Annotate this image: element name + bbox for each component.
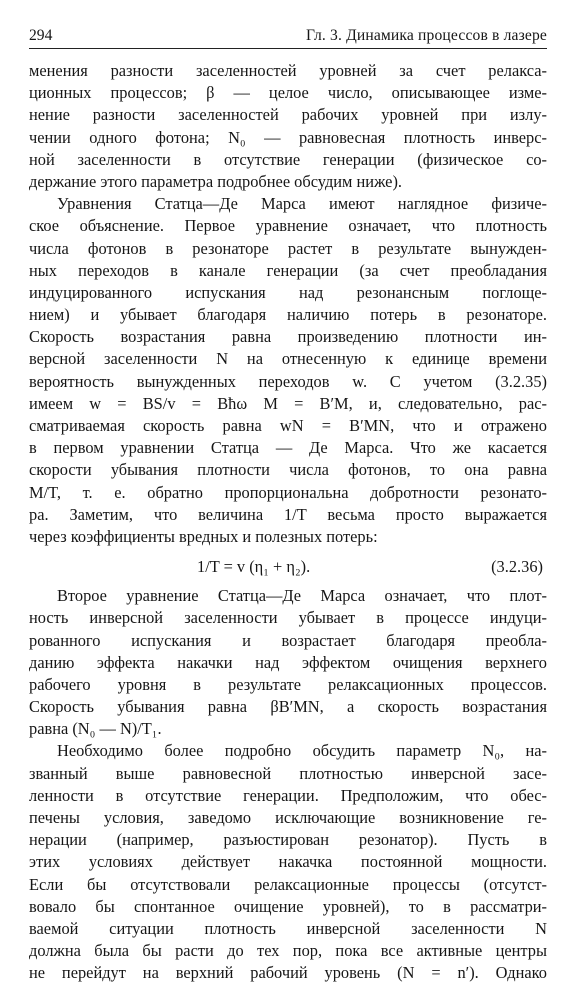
text-line: вероятность вынужденных переходов w. С учетом (3.2.35) xyxy=(29,371,547,391)
page-number: 294 xyxy=(29,27,53,44)
text-line: нием) и убывает благодаря наличию потерь в резонаторе. xyxy=(29,305,547,325)
page-header xyxy=(29,26,547,46)
text-line: через коэффициенты вредных и полезных потерь: xyxy=(29,526,378,546)
text-line: Второе уравнение Статца—Де Марса означает, что плот- xyxy=(57,586,547,606)
text-line: этих условиях действует накачка постоянной мощности. xyxy=(29,852,547,872)
text-line: имеем w = BS/v = Bħω M = B′M, и, следовательно, рас- xyxy=(29,393,547,413)
text-line: званный выше равновесной плотностью инверсной засе- xyxy=(29,763,547,783)
text-line: скорости убывания плотности числа фотонов, то она равна xyxy=(29,460,547,480)
body-text xyxy=(29,60,547,985)
text-line: в первом уравнении Статца — Де Марса. Что же касается xyxy=(29,438,547,458)
text-line: Уравнения Статца—Де Марса имеют наглядное физиче- xyxy=(57,194,547,214)
text-line: индуцированного испускания над резонансным поглоще- xyxy=(29,282,547,302)
text-line: ной заселенности в отсутствие генерации (физическое со- xyxy=(29,149,547,169)
text-line: Скорость убывания равна βB′MN, а скорость возрастания xyxy=(29,697,547,717)
text-line: Необходимо более подробно обсудить параметр N₀, на- xyxy=(57,741,547,761)
text-line: Скорость возрастания равна произведению плотности ин- xyxy=(29,327,547,347)
text-line: ра. Заметим, что величина 1/T весьма просто выражается xyxy=(29,504,547,524)
text-line: держание этого параметра подробнее обсудим ниже). xyxy=(29,171,403,191)
text-line: ных переходов в канале генерации (за счет преобладания xyxy=(29,260,547,280)
text-line: сматриваемая скорость равна wN = B′MN, что и отражено xyxy=(29,416,547,435)
text-line: равна (N₀ — N)/T₁. xyxy=(29,719,162,739)
text-line: вовало бы спонтанное очищение уровней), то в рассматри- xyxy=(29,896,547,916)
text-line: версной заселенности N на отнесенную к единице времени xyxy=(29,349,547,369)
text-line: печены условия, заведомо исключающие возникновение ге- xyxy=(29,808,547,827)
text-line: чении одного фотона; N₀ — равновесная плотность инверс- xyxy=(29,127,547,147)
text-line: ское объяснение. Первое уравнение означает, что плотность xyxy=(29,216,547,236)
text-line: Если бы отсутствовали релаксационные процессы (отсутст- xyxy=(29,874,547,894)
text-line: должна была бы расти до тех пор, пока все активные центры xyxy=(29,941,547,961)
equation xyxy=(29,548,547,585)
text-line: рабочего уровня в результате релаксационных процессов. xyxy=(29,674,547,694)
text-line: ность инверсной заселенности убывает в процессе индуци- xyxy=(29,608,547,628)
text-line: M/T, т. е. обратно пропорциональна добротности резонато- xyxy=(29,482,547,502)
text-line: ваемой ситуации плотность инверсной заселенности N xyxy=(29,918,547,938)
equation-number: (3.2.36) xyxy=(491,557,543,577)
text-line: нерации (например, разъюстирован резонатор). Пусть в xyxy=(29,830,547,850)
text-line: нение разности заселенностей рабочих уровней при излу- xyxy=(29,105,547,125)
text-line: числа фотонов в резонаторе растет в результате вынужден- xyxy=(29,238,547,258)
text-line: данию эффекта накачки над эффектом очищения верхнего xyxy=(29,652,547,672)
running-head: Гл. 3. Динамика процессов в лазере xyxy=(306,27,547,44)
equation-expression: 1/T = v (η₁ + η₂). xyxy=(197,557,311,577)
header-rule xyxy=(29,48,547,49)
text-line: рованного испускания и возрастает благодаря преобла- xyxy=(29,630,547,650)
text-line: менения разности заселенностей уровней за счет релакса- xyxy=(29,61,547,80)
text-line: не перейдут на верхний рабочий уровень (N = n′). Однако xyxy=(29,963,547,983)
text-line: ленности в отсутствие генерации. Предположим, что обес- xyxy=(29,785,547,805)
text-line: ционных процессов; β — целое число, описывающее изме- xyxy=(29,83,547,103)
